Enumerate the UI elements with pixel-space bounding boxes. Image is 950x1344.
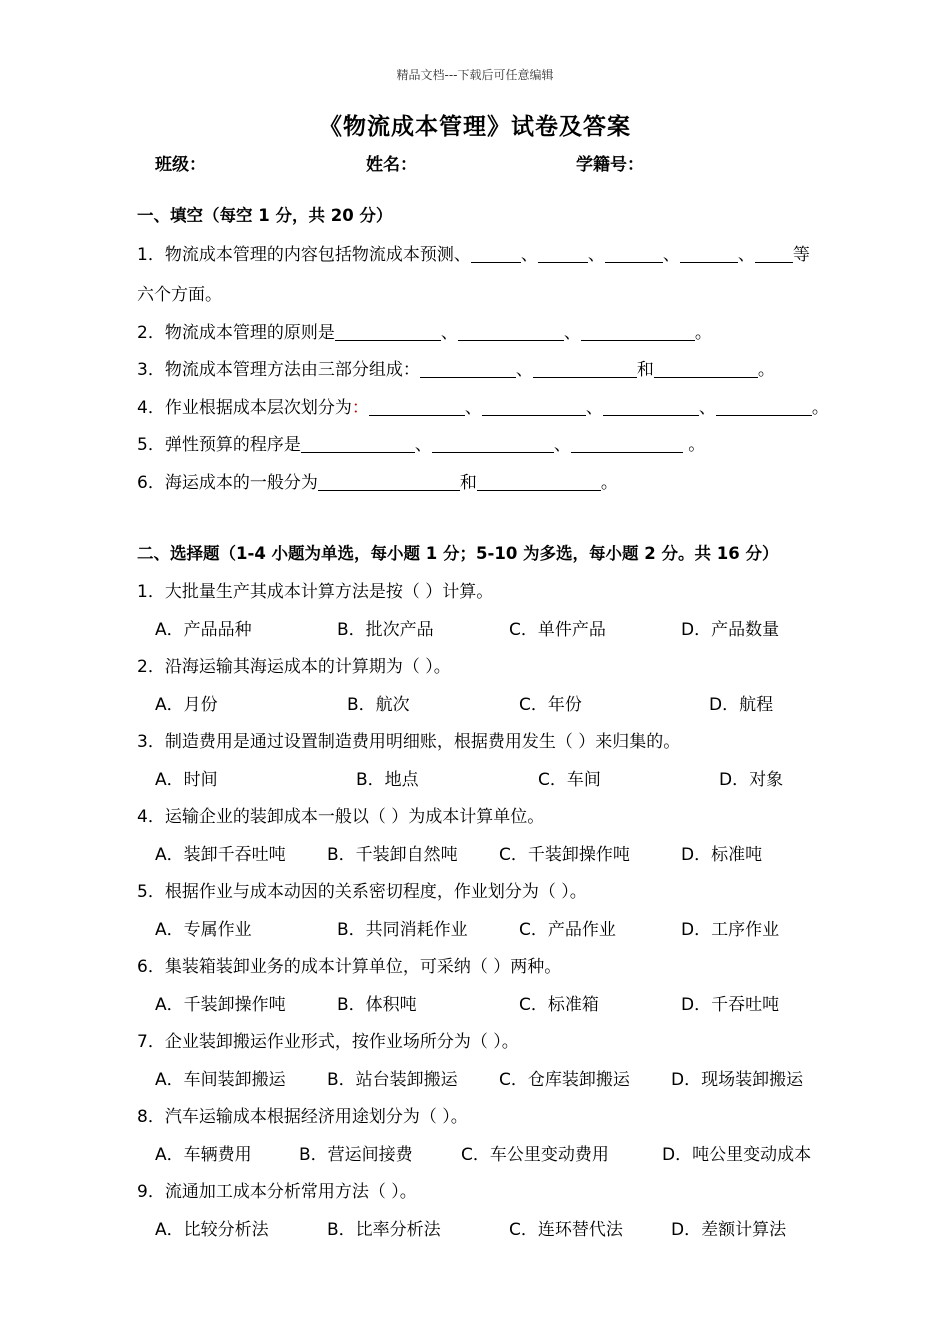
option-c[interactable]: C．千装卸操作吨 (499, 845, 630, 865)
option-d[interactable]: D．对象 (719, 770, 784, 790)
option-d[interactable]: D．吨公里变动成本 (662, 1145, 812, 1165)
fill-question-1: 1．物流成本管理的内容包括物流成本预测、 、 、 、 、 等 (137, 245, 810, 265)
answer-blank[interactable] (318, 473, 460, 491)
document-title: 《物流成本管理》试卷及答案 (319, 114, 631, 140)
option-d[interactable]: D．产品数量 (681, 620, 780, 640)
option-b[interactable]: B．营运间接费 (299, 1145, 413, 1165)
answer-blank[interactable] (605, 245, 663, 263)
name-label: 姓名： (366, 155, 417, 175)
choice-question-3: 3．制造费用是通过设置制造费用明细账，根据费用发生（ ）来归集的。 (137, 732, 681, 752)
class-label: 班级： (155, 155, 206, 175)
option-a[interactable]: A．车间装卸搬运 (155, 1070, 286, 1090)
option-b[interactable]: B．站台装卸搬运 (327, 1070, 458, 1090)
answer-blank[interactable] (335, 323, 441, 341)
fill-question-3: 3．物流成本管理方法由三部分组成： 、 和 。 (137, 360, 775, 380)
choice-question-4: 4．运输企业的装卸成本一般以（ ）为成本计算单位。 (137, 807, 545, 827)
option-c[interactable]: C．连环替代法 (509, 1220, 623, 1240)
answer-blank[interactable] (471, 245, 521, 263)
choice-question-8: 8．汽车运输成本根据经济用途划分为（ ）。 (137, 1107, 468, 1127)
answer-blank[interactable] (432, 435, 554, 453)
option-d[interactable]: D．千吞吐吨 (681, 995, 780, 1015)
option-a[interactable]: A．专属作业 (155, 920, 252, 940)
answer-blank[interactable] (581, 323, 695, 341)
choice-question-1: 1．大批量生产其成本计算方法是按（ ）计算。 (137, 582, 494, 602)
option-a[interactable]: A．时间 (155, 770, 218, 790)
answer-blank[interactable] (420, 360, 516, 378)
fill-question-4: 4．作业根据成本层次划分为： 、 、 、 。 (137, 398, 829, 418)
choice-question-6: 6．集装箱装卸业务的成本计算单位，可采纳（ ）两种。 (137, 957, 562, 977)
answer-blank[interactable] (369, 398, 465, 416)
option-d[interactable]: D．工序作业 (681, 920, 780, 940)
answer-blank[interactable] (755, 245, 793, 263)
choice-question-2: 2．沿海运输其海运成本的计算期为（ ）。 (137, 657, 451, 677)
fill-question-5: 5．弹性预算的程序是 、 、 。 (137, 435, 706, 455)
answer-blank[interactable] (477, 473, 601, 491)
option-a[interactable]: A．车辆费用 (155, 1145, 252, 1165)
option-d[interactable]: D．航程 (709, 695, 774, 715)
answer-blank[interactable] (301, 435, 415, 453)
option-c[interactable]: C．标准箱 (519, 995, 599, 1015)
choice-question-7: 7．企业装卸搬运作业形式，按作业场所分为（ ）。 (137, 1032, 519, 1052)
answer-blank[interactable] (716, 398, 812, 416)
student-id-label: 学籍号： (576, 155, 644, 175)
option-a[interactable]: A．比较分析法 (155, 1220, 269, 1240)
header-note: 精品文档---下载后可任意编辑 (396, 68, 554, 82)
option-d[interactable]: D．标准吨 (681, 845, 763, 865)
option-a[interactable]: A．装卸千吞吐吨 (155, 845, 286, 865)
answer-blank[interactable] (458, 323, 564, 341)
answer-blank[interactable] (533, 360, 637, 378)
option-d[interactable]: D．现场装卸搬运 (671, 1070, 804, 1090)
option-b[interactable]: B．千装卸自然吨 (327, 845, 458, 865)
answer-blank[interactable] (680, 245, 738, 263)
fill-question-1-cont: 六个方面。 (137, 285, 222, 305)
answer-blank[interactable] (482, 398, 586, 416)
answer-blank[interactable] (538, 245, 588, 263)
section1-heading: 一、填空（每空 1 分，共 20 分） (137, 206, 393, 225)
option-c[interactable]: C．单件产品 (509, 620, 606, 640)
fill-question-6: 6．海运成本的一般分为 和 。 (137, 473, 618, 493)
option-b[interactable]: B．批次产品 (337, 620, 434, 640)
option-a[interactable]: A．月份 (155, 695, 218, 715)
choice-question-9: 9．流通加工成本分析常用方法（ ）。 (137, 1182, 417, 1202)
option-c[interactable]: C．车公里变动费用 (461, 1145, 609, 1165)
option-c[interactable]: C．产品作业 (519, 920, 616, 940)
answer-blank[interactable] (571, 435, 683, 453)
fill-question-2: 2．物流成本管理的原则是 、 、 。 (137, 323, 712, 343)
option-b[interactable]: B．比率分析法 (327, 1220, 441, 1240)
option-c[interactable]: C．车间 (538, 770, 601, 790)
option-c[interactable]: C．年份 (519, 695, 582, 715)
option-b[interactable]: B．航次 (347, 695, 410, 715)
option-a[interactable]: A．产品品种 (155, 620, 252, 640)
answer-blank[interactable] (603, 398, 699, 416)
option-b[interactable]: B．地点 (356, 770, 419, 790)
option-a[interactable]: A．千装卸操作吨 (155, 995, 286, 1015)
section2-heading: 二、选择题（1-4 小题为单选，每小题 1 分；5-10 为多选，每小题 2 分。共 16 分） (137, 544, 779, 563)
option-c[interactable]: C．仓库装卸搬运 (499, 1070, 630, 1090)
choice-question-5: 5．根据作业与成本动因的关系密切程度，作业划分为（ ）。 (137, 882, 587, 902)
answer-blank[interactable] (654, 360, 758, 378)
option-d[interactable]: D．差额计算法 (671, 1220, 787, 1240)
option-b[interactable]: B．共同消耗作业 (337, 920, 468, 940)
option-b[interactable]: B．体积吨 (337, 995, 417, 1015)
